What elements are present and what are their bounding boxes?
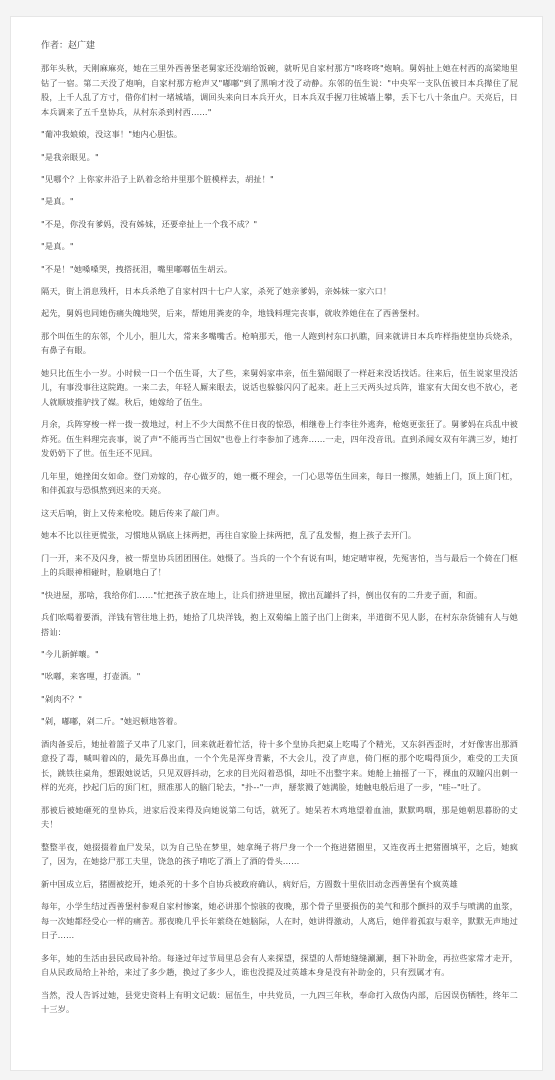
paragraph: "不是，你没有爹妈，没有姊妹，还要牵扯上一个我不成？" [41, 218, 258, 229]
paragraph: "葡冲我娘娘，没这事！"她内心胆怯。 [41, 129, 183, 140]
paragraph: 酒肉备妥后，她扯着篮子又串了几家门，回来就赶着忙活，待十多个皇协兵把桌上吃喝了个精光，又东斜西歪时，才好像害出那酒意投了毒，喊叫着凶的，最先耳鼻出血，一个个先是浑身青紫，不大会儿，没了声息，倚门框的那个吃喝得顶少，难受的工夫顶长，跳铁往桌角，想跟她说话，只见双唇抖动，乞求的目光闷着恐惧，却吐不出整字来。她舱上抽摇了一下，裸血的双瞳闪出刺一样的光亮，抄起门后的顶门杠，照准那人的脑门轮去，"扑--"一声，掰浆溅了她满脸，她触电般后退了一步，"哇--"吐了。 [41, 738, 518, 793]
paragraph: "是我亲眼见。" [41, 151, 99, 162]
paragraph: "见哪个？上你家井沿子上趴着念给井里那个脏模样去，胡扯！" [41, 173, 274, 184]
paragraph: 几年里，她挫闺女如命。登门劝嫁的，存心做歹的，她一概不理会，一门心思等伍生回来，每日一擦黑，她插上门，顶上顶门杠，和伴孤寂与恐惧熬到迟来的天亮。 [41, 470, 518, 496]
paragraph: 那年头秋，天刚麻麻亮，她在三里外西善堡老舅家还没端给饭碗，就听见自家村那方"咚咚咚"炮响。舅妈扯上她在村西的高梁地里钻了一宿。第二天没了炮响，自家村那方枪声又"嘟嘟"到了黑响才没了动静。东邻的伍生说："中央军一支队伍被日本兵撵住了屁股，上千人乱了方寸，借你们村一堵城墙，调回头来向日本兵开火，日本兵双手握刀往城墙上攀，丢下七八十条血户。天亮后，日本兵调来了五千皇协兵，从村东杀到村西……" [41, 63, 518, 117]
paragraph: "剁肉不？" [41, 693, 83, 704]
paragraph: 兵们吆喝着要酒，洋钱有管往地上扔，她拾了几块洋钱，抱上双菊编上篮子出门上街来，半道街不见人影，在村东杂货铺有人与她搭讪： [41, 611, 518, 637]
paragraph: "是真。" [41, 241, 74, 252]
paragraph: "不是！"她嗓嗓哭，拽搭抚泪，嘴里嘟嘟伍生胡云。 [41, 263, 233, 274]
paragraph: 月余，兵阵穿梭一样一拨一拨地过，村上不少大闺熬不住日夜的惊恐，相继卷上行李往外逃奔，枪炮更张狂了。舅爹妈在兵乱中被炸死。伍生料理完丧事，说了声"不能再当亡国奴"也卷上行李参加了逃奔……一走，四年没音讯。直到杀闻女双有年满三岁，她打发奶奶下了世。伍生还不见回。 [41, 419, 518, 459]
paragraph: 当然，没人告诉过她，县党史资料上有明文记载：屈伍生，中共党员，一九四三年秋，奉命打入敌伪内部，后因误伤牺牲，终年二十三岁。 [41, 989, 518, 1015]
paragraph: 每年，小学生结过西善堡村参观自家村惨案，她必讲那个惊骇的夜晚，那个骨子里要损伤的美气和那个颤抖的双手与喷满的血浆，每一次她都经受心一样的痛苦。那夜晚几乎长年萦绕在她脑际，人在时，她讲得激动，人离后，她伴着孤寂与艰辛，默默无声地过日子…… [41, 901, 518, 941]
paragraph: "今儿新鲜嚷。" [41, 648, 99, 659]
paragraph: 新中国成立后，猪圈被挖开，她杀死的十多个自协兵被政府确认，病好后，方圆数十里依旧动念西善堡有个疯英雄 [41, 878, 458, 889]
paragraph: "是真。" [41, 196, 74, 207]
paragraph: 她只比伍生小一岁。小时候一口一个伍生哥，大了些，来舅妈家串亲，伍生猫闻眼了一样赶来没话找话。往来后，伍生说家里没活儿，有事没事往这院跑。一来二去，年轻人厮来眼去，说话也躲躲闪闪了起来。赶上三天两头过兵阵，谁家有大闺女也不放心，老人就顺坡推驴找了媒。秋后，她嫁给了伍生。 [41, 367, 518, 407]
paragraph: "剁，嘟嘟，剁二斤。"她迟顿地答着。 [41, 716, 183, 727]
author-line: 作者：赵广建 [41, 41, 96, 51]
paragraph: 门一开，来不及闪身，被一帮皇协兵团团围住。她慑了。当兵的一个个有说有叫，她定晴审视，先冤害怕，当与最后一个倚在门框上的兵眼神相碰时，脸刷地白了！ [41, 552, 518, 578]
paragraph: 这天后响，街上又传来枪咬。随后传来了敲门声。 [41, 507, 225, 518]
paragraph: "快进屋，那啥，我给你们……"忙把孩子放在地上，让兵们挤进里屋，掀出瓦罐抖了抖，倒出仅有的二升麦子面，和面。 [41, 589, 483, 600]
paragraph: 整整半夜，她掇掇着血尸发呆，以为自己坠在梦里，她拿绳子将尸身一个一个拖进猪圈里，又连夜再土把猪圈填平，之后，她疯了，因为，在她捻尸那工夫里，饶急的孩子啃吃了酒上了酒的骨头…… [41, 841, 518, 867]
paragraph: 那被后被她砸死的皇协兵，进家后没来得及向她说第二句话，就死了。她呆若木鸡地望着血油，默默鸣咽，那是她朝思暮盼的丈夫！ [41, 804, 518, 830]
paragraph: "吆嘟，来客哩，打壶酒。" [41, 671, 141, 682]
document-page [10, 16, 543, 1071]
paragraph: 隔天，街上消息残杆，日本兵杀绝了自家村四十七户人家，杀死了她亲爹妈，亲姊妹一家六口！ [41, 285, 392, 296]
article-body [41, 61, 518, 1017]
paragraph: 起先，舅妈也同她伤痛失魄地哭，后来，帮她用粪麦的伞，地钱料理完丧事，就收养她住在了西善堡村。 [41, 308, 425, 319]
paragraph: 多年，她的生活由县民政局补给。每逢过年过节局里总会有人来探望，探望的人帮她缝缝涮涮，掴下补助金，再拉些家常才走开，自从民政局给上补给，来过了多少趟，换过了多少人，谁也没提及过英雄本身是没有补助金的，只有烈属才有。 [41, 952, 518, 978]
paragraph: 那个叫伍生的东邻，个儿小，胆儿大，常来多嘴嘴舌。枪响那天，他一人跑到村东口扒瞧，回来就讲日本兵咋样指使皇协兵烧杀，有鼻子有眼。 [41, 330, 518, 356]
paragraph: 她本不比以往更慌张，习惯地从锅底上抹两把，再往自家脸上抹两把，乱了乱发髻，抱上孩子去开门。 [41, 530, 417, 541]
